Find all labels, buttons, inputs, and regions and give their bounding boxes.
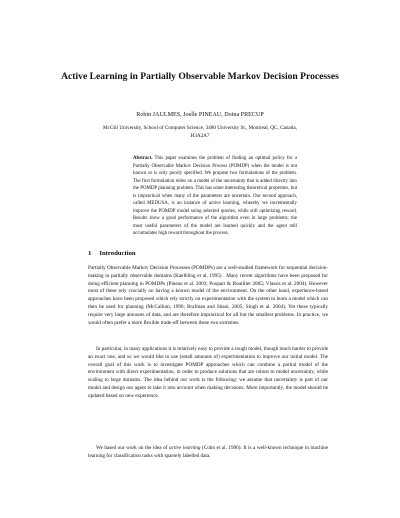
section-number: 1 [88, 250, 92, 257]
author-list: Robin JAULMES, Joelle PINEAU, Doina PRECUP [136, 112, 264, 118]
section-title: Introduction [99, 250, 136, 257]
intro-paragraph-3 [88, 445, 328, 461]
abstract-label: Abstract. [133, 156, 153, 161]
abstract [133, 155, 297, 238]
author-affiliation [60, 124, 340, 140]
affiliation-line-2: H3A2A7 [190, 133, 210, 139]
affiliation-line-1: McGill University, School of Computer Science, 3480 University St., Montreal, QC, Canada, [103, 125, 297, 131]
intro-paragraph-1: Partially Observable Markov Decision Processes (POMDPs) are a well-studied framework for sequential decision-making in partially observable domains (Kaelbling et al, 1995) . Many recent algorithms have been proposed for doing efficient planning in POMDPs (Pineau et al. 2003; Poupart & Boutilier 2005; Vlassis et al. 2004). However most of these rely crucially on having a known model of the environment. On the other hand, experience-based approaches have been proposed which rely strictly on experimentation with the system to learn a model which can then be used for planning (McCallum, 1996; Brafman and Shani, 2005; Singh et al. 2004). Yet these typically require very large amounts of data, and are therefore impractical for all but the smallest problems. In practice, we would often prefer a more flexible trade-off between these two extremes. [88, 265, 328, 326]
para3-before: We based our work on the idea of [96, 445, 168, 451]
paper-title: Active Learning in Partially Observable Markov Decision Processes [61, 71, 339, 82]
abstract-text: This paper examines the problem of finding an optimal policy for a Partially Observable Markov Decision Process (POMDP) when the model is not known or is only poorly specified. We propose two formulations of the problem. The first formulation relies on a model of the uncertainty that is added directly into the POMDP planning problem. This has some interesting theoretical properties, but is impractical when many of the parameters are uncertain. Our second approach, called MEDUSA, is an instance of active learning, whereby we incrementally improve the POMDP model using selected queries, while still optimizing reward. Results show a good performance of the algorithm even in large problems: the most useful parameters of the model are learned quickly and the agent still accumulates high reward throughout the process. [133, 156, 297, 237]
para3-after: (Cohn et al. 1996). It is a well-known technique in machine learning for classification tasks with sparsely labelled data. [88, 445, 329, 459]
section-heading [88, 250, 136, 257]
para3-emphasis: active learning [168, 445, 201, 451]
intro-paragraph-2: In particular, in many applications it is relatively easy to provide a rough model, though much harder to provide an exact one, and so we would like to use (small amounts of) experimentation to improve our initial model. The overall goal of this work is to investigate POMDP approaches which can combine a partial model of the environment with direct experimentation, in order to produce solutions that are robust to model uncertainty, while scaling to large domains. The idea behind our work is the following: we assume that uncertainty is part of our model and design our agent to take it into account when making decisions. More importantly, the model should be updated based on new experience. [88, 346, 329, 399]
